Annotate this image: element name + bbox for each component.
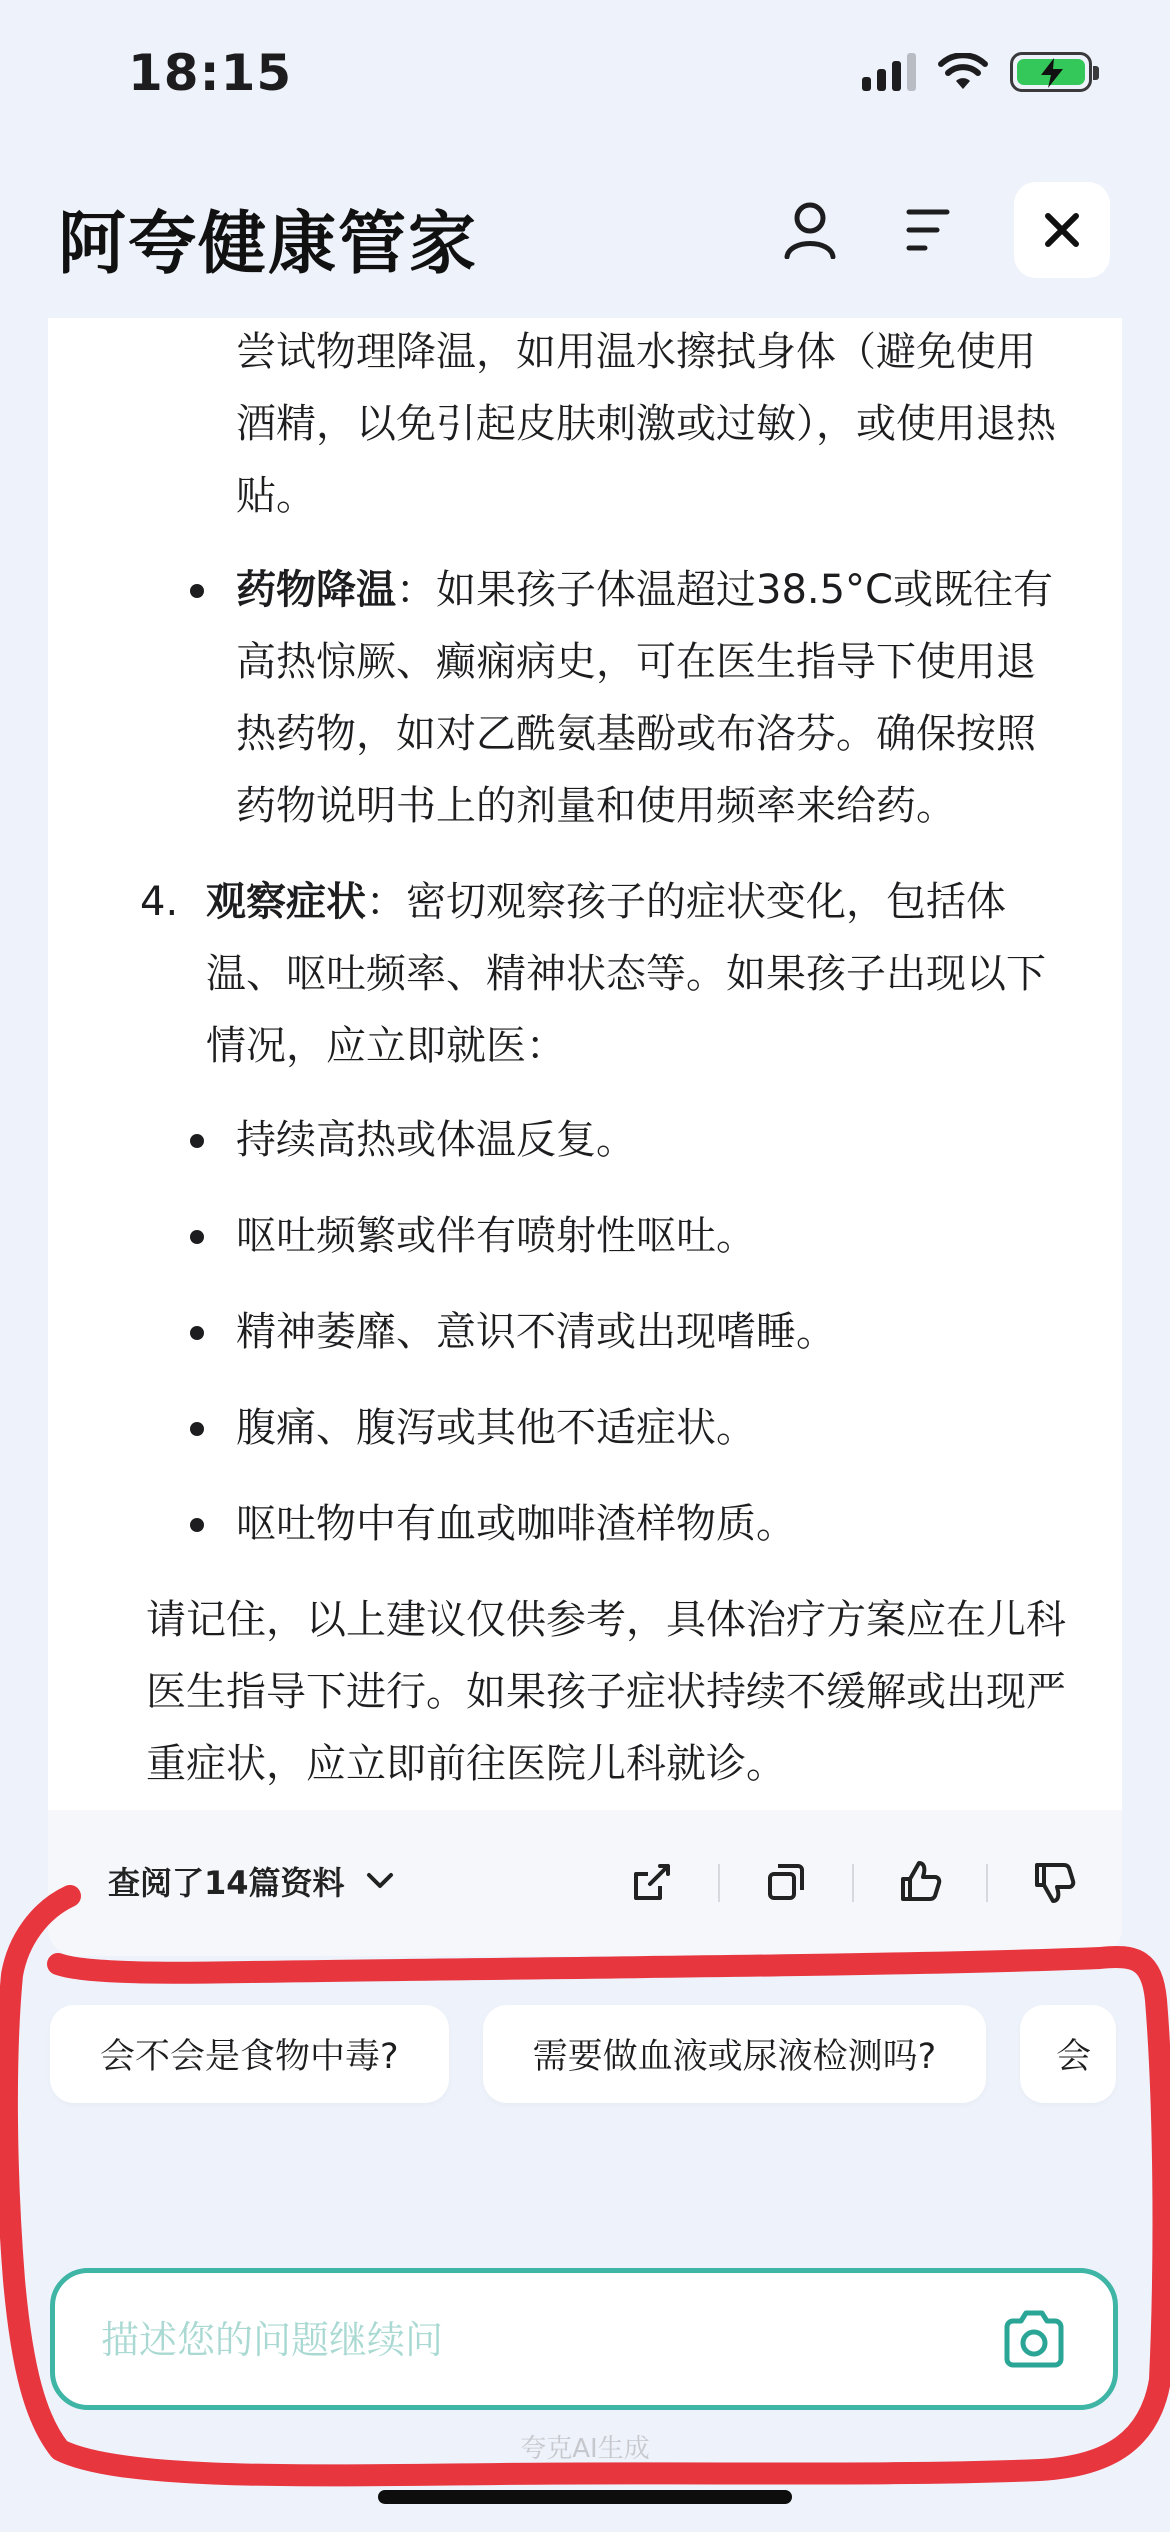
suggestion-chip[interactable]: 需要做血液或尿液检测吗? <box>483 2005 987 2103</box>
symptom-item: 精神萎靡、意识不清或出现嗜睡。 <box>98 1296 1070 1368</box>
thumbs-up-icon <box>897 1859 943 1905</box>
answer-content <box>48 318 1122 1800</box>
signal-icon <box>862 53 916 91</box>
bullet-drug <box>98 554 1070 842</box>
list-item-4 <box>98 866 1070 1082</box>
copy-icon <box>764 1860 808 1904</box>
status-time: 18:15 <box>128 44 293 102</box>
symptom-item: 呕吐物中有血或咖啡渣样物质。 <box>98 1488 1070 1560</box>
question-input-box <box>50 2268 1118 2410</box>
share-icon <box>630 1860 674 1904</box>
references-label: 查阅了14篇资料 <box>108 1864 345 1902</box>
symptom-item: 持续高热或体温反复。 <box>98 1104 1070 1176</box>
app-header <box>0 170 1170 320</box>
copy-button[interactable] <box>756 1852 816 1912</box>
item4-number: 4. <box>140 879 179 925</box>
suggestion-chip[interactable]: 会不会是食物中毒? <box>50 2005 449 2103</box>
symptom-item: 呕吐频繁或伴有喷射性呕吐。 <box>98 1200 1070 1272</box>
home-indicator <box>378 2490 792 2504</box>
drug-text: ：如果孩子体温超过38.5°C或既往有高热惊厥、癫痫病史，可在医生指导下使用退热药物，如对乙酰氨基酚或布洛芬。确保按照药物说明书上的剂量和使用频率来给药。 <box>236 567 1053 829</box>
symptom-item: 腹痛、腹泻或其他不适症状。 <box>98 1392 1070 1464</box>
dislike-button[interactable] <box>1024 1852 1084 1912</box>
paragraph-continued: 尝试物理降温，如用温水擦拭身体（避免使用酒精，以免引起皮肤刺激或过敏），或使用退热贴。 <box>236 329 1056 519</box>
user-icon <box>783 201 837 259</box>
references-toggle[interactable] <box>108 1858 395 1904</box>
item4-text: ：密切观察孩子的症状变化，包括体温、呕吐频率、精神状态等。如果孩子出现以下情况，应立即就医： <box>206 879 1046 1069</box>
profile-button[interactable] <box>762 182 858 278</box>
list-icon <box>903 206 953 254</box>
status-icons <box>862 52 1092 92</box>
history-menu-button[interactable] <box>880 182 976 278</box>
closing-paragraph: 请记住，以上建议仅供参考，具体治疗方案应在儿科医生指导下进行。如果孩子症状持续不缓解或出现严重症状，应立即前往医院儿科就诊。 <box>146 1597 1066 1787</box>
wifi-icon <box>938 53 988 91</box>
status-bar <box>0 0 1170 150</box>
close-button[interactable] <box>1014 182 1110 278</box>
ai-generated-note: 夸克AI生成 <box>520 2434 650 2464</box>
thumbs-down-icon <box>1031 1859 1077 1905</box>
suggestion-chips <box>50 2005 1116 2103</box>
page-title: 阿夸健康管家 <box>58 205 479 284</box>
suggestion-chip[interactable]: 会 <box>1020 2005 1116 2103</box>
share-button[interactable] <box>622 1852 682 1912</box>
answer-card <box>48 318 1122 1956</box>
question-input[interactable] <box>99 2307 963 2373</box>
chevron-down-icon <box>365 1871 395 1891</box>
drug-label: 药物降温 <box>236 567 396 613</box>
close-icon <box>1042 210 1082 250</box>
battery-icon <box>1010 52 1092 92</box>
like-button[interactable] <box>890 1852 950 1912</box>
camera-icon[interactable] <box>1001 2309 1067 2371</box>
item4-label: 观察症状 <box>206 879 366 925</box>
answer-actions <box>48 1810 1122 1956</box>
